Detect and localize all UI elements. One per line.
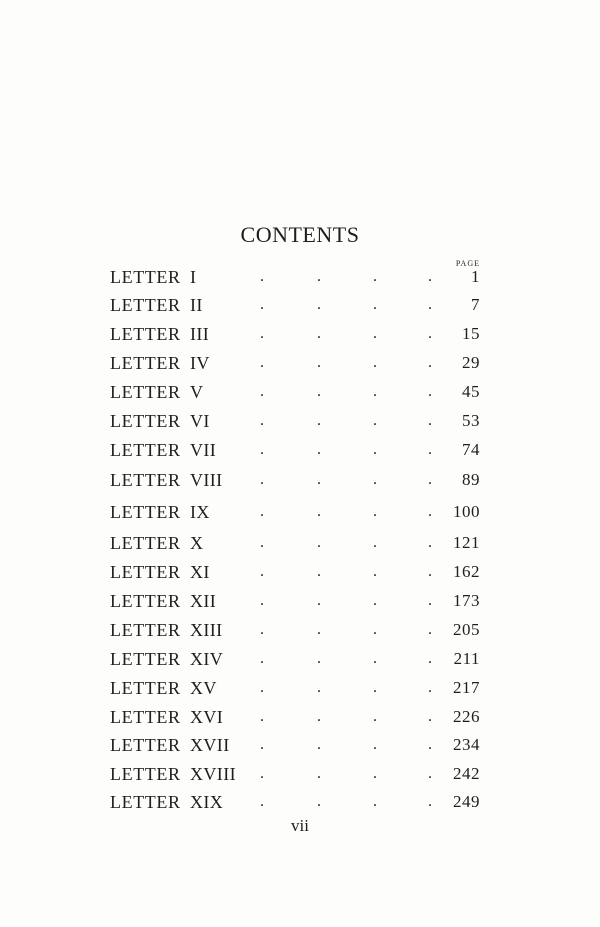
leader-dot: . [428, 708, 432, 725]
toc-row[interactable] [110, 321, 480, 347]
leader-dot: . [260, 765, 264, 782]
toc-entry-page: 234 [453, 735, 480, 754]
leader-dot: . [428, 268, 432, 285]
toc-entry-word: LETTER [110, 295, 181, 315]
leader-dot: . [428, 679, 432, 696]
leader-dot: . [428, 793, 432, 810]
toc-entry-word: LETTER [110, 382, 181, 402]
table-of-contents [110, 0, 480, 927]
leader-dot: . [373, 471, 377, 488]
leader-dot: . [317, 793, 321, 810]
toc-row[interactable] [110, 499, 480, 525]
leader-dot: . [428, 383, 432, 400]
toc-entry-page: 1 [471, 267, 480, 286]
toc-row[interactable] [110, 350, 480, 376]
leader-dot: . [428, 592, 432, 609]
leader-dot: . [317, 325, 321, 342]
leader-dot: . [428, 296, 432, 313]
leader-dot: . [373, 268, 377, 285]
toc-entry-page: 242 [453, 764, 480, 783]
toc-entry-numeral: XV [190, 678, 217, 698]
toc-entry-numeral: XVI [190, 707, 224, 727]
toc-entry-word: LETTER [110, 353, 181, 373]
leader-dot: . [317, 471, 321, 488]
toc-entry-numeral: IV [190, 353, 210, 373]
leader-dot: . [317, 534, 321, 551]
leader-dot: . [260, 563, 264, 580]
leader-dot: . [428, 621, 432, 638]
leader-dot: . [317, 354, 321, 371]
toc-entry-page: 29 [462, 353, 480, 372]
toc-entry-numeral: XIX [190, 792, 224, 812]
toc-entry-word: LETTER [110, 562, 181, 582]
toc-entry-numeral: XVII [190, 735, 230, 755]
toc-entry-word: LETTER [110, 649, 181, 669]
leader-dot: . [373, 296, 377, 313]
page-number: vii [291, 816, 309, 835]
leader-dot: . [260, 325, 264, 342]
toc-entry-page: 45 [462, 382, 480, 401]
toc-entry-page: 53 [462, 411, 480, 430]
toc-row[interactable] [110, 467, 480, 493]
toc-entry-word: LETTER [110, 267, 181, 287]
leader-dot: . [260, 354, 264, 371]
leader-dot: . [317, 503, 321, 520]
leader-dot: . [373, 325, 377, 342]
leader-dot: . [317, 412, 321, 429]
page-title: CONTENTS [240, 222, 360, 247]
toc-entry-numeral: XIII [190, 620, 223, 640]
toc-entry-word: LETTER [110, 533, 181, 553]
leader-dot: . [260, 412, 264, 429]
toc-entry-page: 226 [453, 707, 480, 726]
toc-entry-numeral: VII [190, 440, 217, 460]
leader-dot: . [260, 441, 264, 458]
leader-dot: . [373, 383, 377, 400]
toc-entry-word: LETTER [110, 620, 181, 640]
leader-dot: . [373, 679, 377, 696]
toc-row[interactable] [110, 292, 480, 318]
toc-row[interactable] [110, 617, 480, 643]
toc-entry-word: LETTER [110, 411, 181, 431]
toc-entry-numeral: I [190, 267, 197, 287]
leader-dot: . [317, 650, 321, 667]
leader-dot: . [317, 383, 321, 400]
toc-row[interactable] [110, 789, 480, 815]
toc-entry-numeral: VIII [190, 470, 223, 490]
toc-entry-numeral: VI [190, 411, 210, 431]
toc-entry-numeral: XVIII [190, 764, 236, 784]
leader-dot: . [373, 563, 377, 580]
leader-dot: . [428, 412, 432, 429]
leader-dot: . [373, 736, 377, 753]
leader-dot: . [260, 471, 264, 488]
leader-dot: . [260, 503, 264, 520]
leader-dot: . [317, 765, 321, 782]
leader-dot: . [260, 296, 264, 313]
leader-dot: . [373, 708, 377, 725]
toc-entry-page: 173 [453, 591, 480, 610]
leader-dot: . [373, 412, 377, 429]
toc-entry-page: 7 [471, 295, 480, 314]
leader-dot: . [260, 793, 264, 810]
toc-row[interactable] [110, 704, 480, 730]
leader-dot: . [260, 679, 264, 696]
leader-dot: . [317, 708, 321, 725]
leader-dot: . [317, 621, 321, 638]
toc-row[interactable] [110, 530, 480, 556]
leader-dot: . [260, 736, 264, 753]
toc-entry-word: LETTER [110, 678, 181, 698]
leader-dot: . [317, 679, 321, 696]
toc-row[interactable] [110, 675, 480, 701]
leader-dot: . [428, 503, 432, 520]
toc-entry-numeral: II [190, 295, 203, 315]
toc-row[interactable] [110, 761, 480, 787]
leader-dot: . [317, 592, 321, 609]
leader-dot: . [428, 736, 432, 753]
leader-dot: . [373, 650, 377, 667]
leader-dot: . [317, 441, 321, 458]
toc-row[interactable] [110, 646, 480, 672]
toc-row[interactable] [110, 559, 480, 585]
toc-entry-numeral: V [190, 382, 204, 402]
toc-row[interactable] [110, 732, 480, 758]
leader-dot: . [317, 296, 321, 313]
toc-entry-page: 100 [453, 502, 480, 521]
leader-dot: . [317, 268, 321, 285]
leader-dot: . [260, 621, 264, 638]
toc-entry-word: LETTER [110, 470, 181, 490]
leader-dot: . [317, 563, 321, 580]
toc-entry-numeral: X [190, 533, 204, 553]
leader-dot: . [373, 592, 377, 609]
leader-dot: . [260, 534, 264, 551]
leader-dot: . [428, 325, 432, 342]
leader-dot: . [428, 650, 432, 667]
toc-entry-page: 205 [453, 620, 480, 639]
toc-entry-page: 74 [462, 440, 480, 459]
toc-entry-numeral: XIV [190, 649, 224, 669]
leader-dot: . [428, 441, 432, 458]
toc-entry-page: 15 [462, 324, 480, 343]
toc-entry-numeral: III [190, 324, 210, 344]
toc-entry-word: LETTER [110, 440, 181, 460]
leader-dot: . [373, 534, 377, 551]
leader-dot: . [373, 441, 377, 458]
toc-entry-numeral: IX [190, 502, 210, 522]
toc-entry-word: LETTER [110, 792, 181, 812]
leader-dot: . [260, 268, 264, 285]
toc-entry-page: 162 [453, 562, 480, 581]
leader-dot: . [317, 736, 321, 753]
toc-entry-page: 249 [453, 792, 480, 811]
toc-row[interactable] [110, 408, 480, 434]
leader-dot: . [373, 354, 377, 371]
page-column-heading: PAGE [455, 259, 480, 268]
leader-dot: . [428, 471, 432, 488]
leader-dot: . [260, 708, 264, 725]
toc-entry-page: 211 [453, 649, 480, 668]
leader-dot: . [373, 793, 377, 810]
leader-dot: . [428, 765, 432, 782]
toc-entry-page: 121 [453, 533, 480, 552]
toc-entry-numeral: XI [190, 562, 210, 582]
leader-dot: . [260, 650, 264, 667]
toc-entry-word: LETTER [110, 764, 181, 784]
toc-entry-numeral: XII [190, 591, 217, 611]
toc-entry-word: LETTER [110, 707, 181, 727]
leader-dot: . [260, 592, 264, 609]
leader-dot: . [428, 354, 432, 371]
leader-dot: . [428, 563, 432, 580]
leader-dot: . [373, 621, 377, 638]
toc-row[interactable] [110, 379, 480, 405]
toc-row[interactable] [110, 588, 480, 614]
toc-entry-word: LETTER [110, 591, 181, 611]
toc-entry-page: 89 [462, 470, 480, 489]
toc-entry-page: 217 [453, 678, 480, 697]
toc-entry-word: LETTER [110, 502, 181, 522]
toc-entry-word: LETTER [110, 735, 181, 755]
toc-row[interactable] [110, 264, 480, 290]
leader-dot: . [260, 383, 264, 400]
leader-dot: . [428, 534, 432, 551]
leader-dot: . [373, 503, 377, 520]
leader-dot: . [373, 765, 377, 782]
toc-row[interactable] [110, 437, 480, 463]
toc-entry-word: LETTER [110, 324, 181, 344]
